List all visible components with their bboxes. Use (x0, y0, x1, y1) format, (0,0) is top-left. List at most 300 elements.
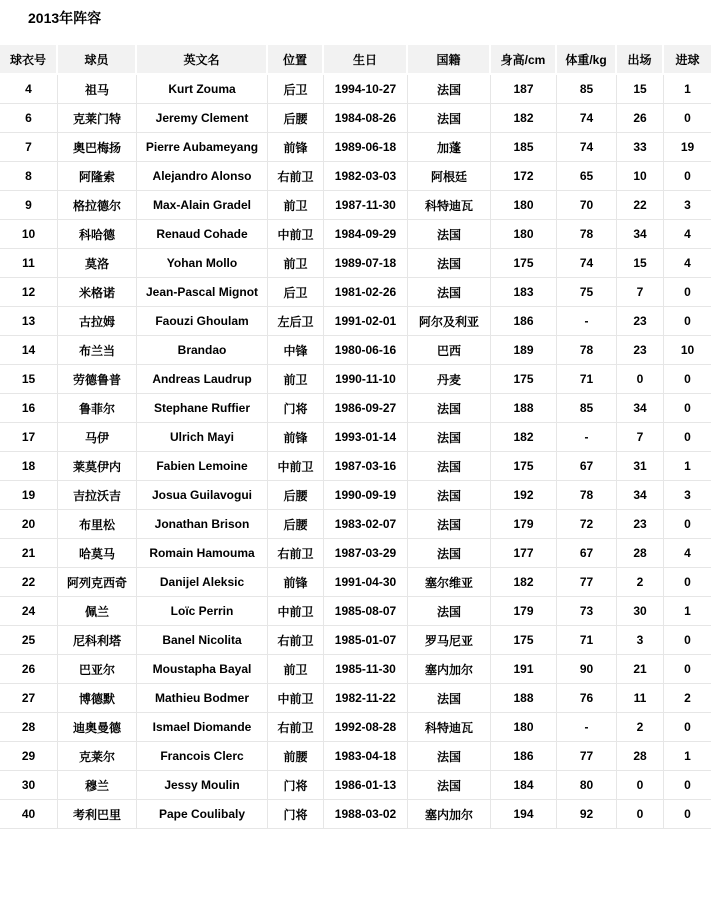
table-cell: Jean-Pascal Mignot (137, 278, 268, 307)
table-cell: 67 (557, 539, 617, 568)
table-cell: - (557, 713, 617, 742)
table-cell: 1982-03-03 (324, 162, 408, 191)
table-cell: 192 (491, 481, 557, 510)
table-cell: 法国 (408, 597, 491, 626)
table-cell: 16 (0, 394, 58, 423)
table-cell: 10 (0, 220, 58, 249)
table-cell: 31 (617, 452, 664, 481)
table-cell: 0 (664, 423, 711, 452)
table-cell: 15 (0, 365, 58, 394)
table-cell: 2 (617, 568, 664, 597)
table-cell: 28 (617, 539, 664, 568)
table-cell: 74 (557, 249, 617, 278)
table-cell: Faouzi Ghoulam (137, 307, 268, 336)
table-row (0, 800, 711, 829)
squad-table-body (0, 75, 711, 829)
table-cell: 26 (617, 104, 664, 133)
column-header: 球员 (58, 45, 137, 75)
table-cell: 23 (617, 510, 664, 539)
table-cell: 74 (557, 104, 617, 133)
column-header: 出场 (617, 45, 664, 75)
table-cell: 78 (557, 220, 617, 249)
table-row (0, 452, 711, 481)
table-cell: 0 (664, 307, 711, 336)
table-row (0, 133, 711, 162)
table-cell: 后腰 (268, 510, 324, 539)
table-cell: 1987-03-29 (324, 539, 408, 568)
table-cell: 72 (557, 510, 617, 539)
table-row (0, 626, 711, 655)
table-cell: 74 (557, 133, 617, 162)
table-cell: 1 (664, 742, 711, 771)
table-cell: 0 (617, 800, 664, 829)
table-cell: Francois Clerc (137, 742, 268, 771)
table-cell: Pierre Aubameyang (137, 133, 268, 162)
table-cell: 格拉德尔 (58, 191, 137, 220)
table-cell: 172 (491, 162, 557, 191)
table-cell: 克莱尔 (58, 742, 137, 771)
table-cell: 80 (557, 771, 617, 800)
table-cell: 24 (0, 597, 58, 626)
table-cell: 188 (491, 394, 557, 423)
table-row (0, 365, 711, 394)
table-cell: 0 (664, 713, 711, 742)
table-cell: 19 (664, 133, 711, 162)
table-cell: 30 (617, 597, 664, 626)
table-row (0, 713, 711, 742)
table-cell: 67 (557, 452, 617, 481)
table-cell: 祖马 (58, 75, 137, 104)
table-cell: 1991-04-30 (324, 568, 408, 597)
table-cell: - (557, 307, 617, 336)
column-header: 身高/cm (491, 45, 557, 75)
table-cell: 182 (491, 104, 557, 133)
column-header: 英文名 (137, 45, 268, 75)
table-cell: 布兰当 (58, 336, 137, 365)
table-cell: 191 (491, 655, 557, 684)
table-row (0, 104, 711, 133)
squad-table (0, 45, 711, 829)
table-cell: 古拉姆 (58, 307, 137, 336)
table-cell: Moustapha Bayal (137, 655, 268, 684)
table-cell: 92 (557, 800, 617, 829)
table-cell: 法国 (408, 249, 491, 278)
table-cell: 1989-06-18 (324, 133, 408, 162)
table-cell: 迪奥曼德 (58, 713, 137, 742)
table-cell: 1991-02-01 (324, 307, 408, 336)
table-cell: 21 (617, 655, 664, 684)
table-row (0, 510, 711, 539)
table-row (0, 568, 711, 597)
table-cell: Brandao (137, 336, 268, 365)
table-cell: Yohan Mollo (137, 249, 268, 278)
column-header: 进球 (664, 45, 711, 75)
table-cell: 4 (664, 220, 711, 249)
table-cell: 2 (664, 684, 711, 713)
table-cell: 法国 (408, 394, 491, 423)
table-cell: 4 (664, 539, 711, 568)
column-header: 球衣号 (0, 45, 58, 75)
table-cell: 6 (0, 104, 58, 133)
table-cell: 22 (617, 191, 664, 220)
table-cell: 巴亚尔 (58, 655, 137, 684)
table-cell: 3 (664, 481, 711, 510)
table-cell: 尼科利塔 (58, 626, 137, 655)
table-cell: 25 (0, 626, 58, 655)
table-cell: 巴西 (408, 336, 491, 365)
page-title: 2013年阵容 (28, 10, 102, 26)
table-cell: 阿列克西奇 (58, 568, 137, 597)
table-cell: 14 (0, 336, 58, 365)
table-cell: 175 (491, 452, 557, 481)
table-cell: 175 (491, 626, 557, 655)
table-row (0, 394, 711, 423)
table-cell: 0 (664, 655, 711, 684)
table-cell: 丹麦 (408, 365, 491, 394)
table-cell: 11 (0, 249, 58, 278)
table-cell: 佩兰 (58, 597, 137, 626)
table-cell: 17 (0, 423, 58, 452)
table-cell: 前锋 (268, 133, 324, 162)
table-cell: 中前卫 (268, 684, 324, 713)
table-cell: 前卫 (268, 191, 324, 220)
table-cell: 法国 (408, 684, 491, 713)
table-cell: Ulrich Mayi (137, 423, 268, 452)
table-cell: 180 (491, 191, 557, 220)
table-cell: 65 (557, 162, 617, 191)
table-cell: 哈莫马 (58, 539, 137, 568)
table-cell: 75 (557, 278, 617, 307)
table-cell: 法国 (408, 423, 491, 452)
table-row (0, 423, 711, 452)
table-cell: 90 (557, 655, 617, 684)
table-cell: 吉拉沃吉 (58, 481, 137, 510)
table-cell: 34 (617, 481, 664, 510)
table-cell: 189 (491, 336, 557, 365)
table-cell: 3 (664, 191, 711, 220)
table-cell: 0 (664, 104, 711, 133)
table-row (0, 249, 711, 278)
table-cell: 右前卫 (268, 162, 324, 191)
table-cell: 莫洛 (58, 249, 137, 278)
table-row (0, 655, 711, 684)
table-cell: 法国 (408, 539, 491, 568)
table-row (0, 684, 711, 713)
table-cell: 1993-01-14 (324, 423, 408, 452)
table-cell: 1982-11-22 (324, 684, 408, 713)
table-cell: 0 (664, 510, 711, 539)
table-cell: Andreas Laudrup (137, 365, 268, 394)
table-cell: 0 (664, 800, 711, 829)
table-cell: 博德默 (58, 684, 137, 713)
table-row (0, 742, 711, 771)
table-cell: 21 (0, 539, 58, 568)
table-cell: - (557, 423, 617, 452)
table-cell: 7 (617, 278, 664, 307)
table-cell: 1980-06-16 (324, 336, 408, 365)
table-cell: 穆兰 (58, 771, 137, 800)
table-cell: 塞内加尔 (408, 655, 491, 684)
table-cell: Alejandro Alonso (137, 162, 268, 191)
table-cell: Loïc Perrin (137, 597, 268, 626)
table-cell: 71 (557, 365, 617, 394)
table-cell: 34 (617, 220, 664, 249)
squad-table-head (0, 45, 711, 75)
table-cell: 20 (0, 510, 58, 539)
table-cell: 0 (664, 394, 711, 423)
table-cell: 1 (664, 597, 711, 626)
table-cell: 15 (617, 249, 664, 278)
table-cell: 15 (617, 75, 664, 104)
table-cell: 米格诺 (58, 278, 137, 307)
table-cell: 前卫 (268, 365, 324, 394)
table-cell: 1987-03-16 (324, 452, 408, 481)
table-cell: 182 (491, 423, 557, 452)
table-cell: 19 (0, 481, 58, 510)
table-cell: 78 (557, 336, 617, 365)
table-cell: 克莱门特 (58, 104, 137, 133)
table-cell: 180 (491, 220, 557, 249)
table-row (0, 481, 711, 510)
table-cell: Max-Alain Gradel (137, 191, 268, 220)
table-cell: 鲁菲尔 (58, 394, 137, 423)
table-cell: 法国 (408, 278, 491, 307)
table-cell: 1984-09-29 (324, 220, 408, 249)
table-cell: 186 (491, 742, 557, 771)
table-cell: 莱莫伊内 (58, 452, 137, 481)
table-cell: 法国 (408, 220, 491, 249)
table-cell: 后腰 (268, 481, 324, 510)
table-cell: 23 (617, 307, 664, 336)
table-cell: 阿尔及利亚 (408, 307, 491, 336)
table-cell: 73 (557, 597, 617, 626)
table-cell: 1986-09-27 (324, 394, 408, 423)
table-cell: 33 (617, 133, 664, 162)
table-cell: 180 (491, 713, 557, 742)
table-cell: 10 (664, 336, 711, 365)
table-cell: 30 (0, 771, 58, 800)
table-cell: 奥巴梅扬 (58, 133, 137, 162)
table-cell: 179 (491, 510, 557, 539)
table-cell: Josua Guilavogui (137, 481, 268, 510)
table-cell: 科特迪瓦 (408, 191, 491, 220)
table-cell: Danijel Aleksic (137, 568, 268, 597)
table-cell: 70 (557, 191, 617, 220)
table-cell: 2 (617, 713, 664, 742)
column-header: 体重/kg (557, 45, 617, 75)
table-cell: 1990-11-10 (324, 365, 408, 394)
table-cell: 劳德鲁普 (58, 365, 137, 394)
table-cell: 前腰 (268, 742, 324, 771)
table-cell: 考利巴里 (58, 800, 137, 829)
table-cell: Kurt Zouma (137, 75, 268, 104)
table-cell: 26 (0, 655, 58, 684)
table-cell: Jessy Moulin (137, 771, 268, 800)
table-cell: 194 (491, 800, 557, 829)
table-cell: 法国 (408, 771, 491, 800)
table-cell: 3 (617, 626, 664, 655)
table-cell: 9 (0, 191, 58, 220)
table-cell: Banel Nicolita (137, 626, 268, 655)
table-row (0, 307, 711, 336)
table-cell: 23 (617, 336, 664, 365)
table-cell: 后卫 (268, 75, 324, 104)
table-cell: 阿隆索 (58, 162, 137, 191)
table-cell: 左后卫 (268, 307, 324, 336)
table-cell: Pape Coulibaly (137, 800, 268, 829)
table-cell: 中前卫 (268, 220, 324, 249)
table-cell: 右前卫 (268, 539, 324, 568)
table-cell: 85 (557, 394, 617, 423)
table-cell: 前锋 (268, 568, 324, 597)
table-cell: 0 (664, 365, 711, 394)
table-cell: 0 (664, 568, 711, 597)
column-header: 国籍 (408, 45, 491, 75)
table-cell: 7 (617, 423, 664, 452)
table-row (0, 336, 711, 365)
table-cell: 0 (664, 278, 711, 307)
table-cell: 77 (557, 742, 617, 771)
table-cell: 1988-03-02 (324, 800, 408, 829)
table-cell: 85 (557, 75, 617, 104)
table-row (0, 597, 711, 626)
table-cell: 13 (0, 307, 58, 336)
table-cell: 179 (491, 597, 557, 626)
table-cell: 1987-11-30 (324, 191, 408, 220)
table-row (0, 278, 711, 307)
table-cell: 8 (0, 162, 58, 191)
table-cell: 塞尔维亚 (408, 568, 491, 597)
table-cell: 门将 (268, 394, 324, 423)
table-row (0, 75, 711, 104)
table-cell: 22 (0, 568, 58, 597)
table-cell: 塞内加尔 (408, 800, 491, 829)
table-cell: 0 (617, 365, 664, 394)
table-cell: 1990-09-19 (324, 481, 408, 510)
table-cell: 184 (491, 771, 557, 800)
table-cell: Jeremy Clement (137, 104, 268, 133)
table-cell: 0 (664, 771, 711, 800)
table-cell: 1983-04-18 (324, 742, 408, 771)
table-cell: 法国 (408, 104, 491, 133)
table-cell: 182 (491, 568, 557, 597)
table-cell: 1981-02-26 (324, 278, 408, 307)
table-header-row (0, 45, 711, 75)
table-cell: 法国 (408, 75, 491, 104)
table-cell: 18 (0, 452, 58, 481)
table-cell: Stephane Ruffier (137, 394, 268, 423)
table-cell: 法国 (408, 510, 491, 539)
table-cell: Romain Hamouma (137, 539, 268, 568)
table-cell: 1992-08-28 (324, 713, 408, 742)
table-cell: 78 (557, 481, 617, 510)
table-cell: 法国 (408, 452, 491, 481)
table-cell: 34 (617, 394, 664, 423)
table-row (0, 771, 711, 800)
table-cell: 29 (0, 742, 58, 771)
table-cell: 后卫 (268, 278, 324, 307)
table-cell: 1984-08-26 (324, 104, 408, 133)
table-cell: 科特迪瓦 (408, 713, 491, 742)
table-cell: 法国 (408, 481, 491, 510)
table-cell: 28 (0, 713, 58, 742)
table-cell: 175 (491, 365, 557, 394)
table-cell: Mathieu Bodmer (137, 684, 268, 713)
table-cell: 188 (491, 684, 557, 713)
table-cell: 右前卫 (268, 713, 324, 742)
table-cell: 加蓬 (408, 133, 491, 162)
table-cell: 后腰 (268, 104, 324, 133)
table-cell: 门将 (268, 771, 324, 800)
table-cell: 中锋 (268, 336, 324, 365)
table-cell: 0 (664, 626, 711, 655)
column-header: 生日 (324, 45, 408, 75)
table-cell: 前锋 (268, 423, 324, 452)
table-cell: 科哈德 (58, 220, 137, 249)
column-header: 位置 (268, 45, 324, 75)
table-cell: 71 (557, 626, 617, 655)
table-cell: 177 (491, 539, 557, 568)
table-cell: 1983-02-07 (324, 510, 408, 539)
table-row (0, 162, 711, 191)
table-cell: 布里松 (58, 510, 137, 539)
table-cell: 马伊 (58, 423, 137, 452)
table-cell: Jonathan Brison (137, 510, 268, 539)
table-cell: 12 (0, 278, 58, 307)
table-cell: 7 (0, 133, 58, 162)
table-cell: 187 (491, 75, 557, 104)
table-cell: 1985-01-07 (324, 626, 408, 655)
table-cell: 28 (617, 742, 664, 771)
table-cell: 185 (491, 133, 557, 162)
table-cell: 0 (664, 162, 711, 191)
table-row (0, 539, 711, 568)
table-cell: 中前卫 (268, 452, 324, 481)
table-cell: 0 (617, 771, 664, 800)
table-cell: 27 (0, 684, 58, 713)
table-cell: 1989-07-18 (324, 249, 408, 278)
table-cell: 10 (617, 162, 664, 191)
table-cell: 前卫 (268, 249, 324, 278)
table-cell: 法国 (408, 742, 491, 771)
table-cell: 77 (557, 568, 617, 597)
table-cell: 40 (0, 800, 58, 829)
table-cell: 1 (664, 75, 711, 104)
table-cell: 1985-08-07 (324, 597, 408, 626)
table-row (0, 191, 711, 220)
table-cell: 门将 (268, 800, 324, 829)
table-cell: 前卫 (268, 655, 324, 684)
table-cell: Renaud Cohade (137, 220, 268, 249)
table-cell: 11 (617, 684, 664, 713)
table-cell: 右前卫 (268, 626, 324, 655)
table-cell: 罗马尼亚 (408, 626, 491, 655)
table-cell: 4 (664, 249, 711, 278)
table-cell: Ismael Diomande (137, 713, 268, 742)
table-cell: Fabien Lemoine (137, 452, 268, 481)
table-cell: 186 (491, 307, 557, 336)
table-cell: 1985-11-30 (324, 655, 408, 684)
table-cell: 76 (557, 684, 617, 713)
table-row (0, 220, 711, 249)
table-cell: 1994-10-27 (324, 75, 408, 104)
table-cell: 中前卫 (268, 597, 324, 626)
table-cell: 1986-01-13 (324, 771, 408, 800)
table-cell: 175 (491, 249, 557, 278)
table-cell: 1 (664, 452, 711, 481)
table-cell: 183 (491, 278, 557, 307)
table-cell: 阿根廷 (408, 162, 491, 191)
